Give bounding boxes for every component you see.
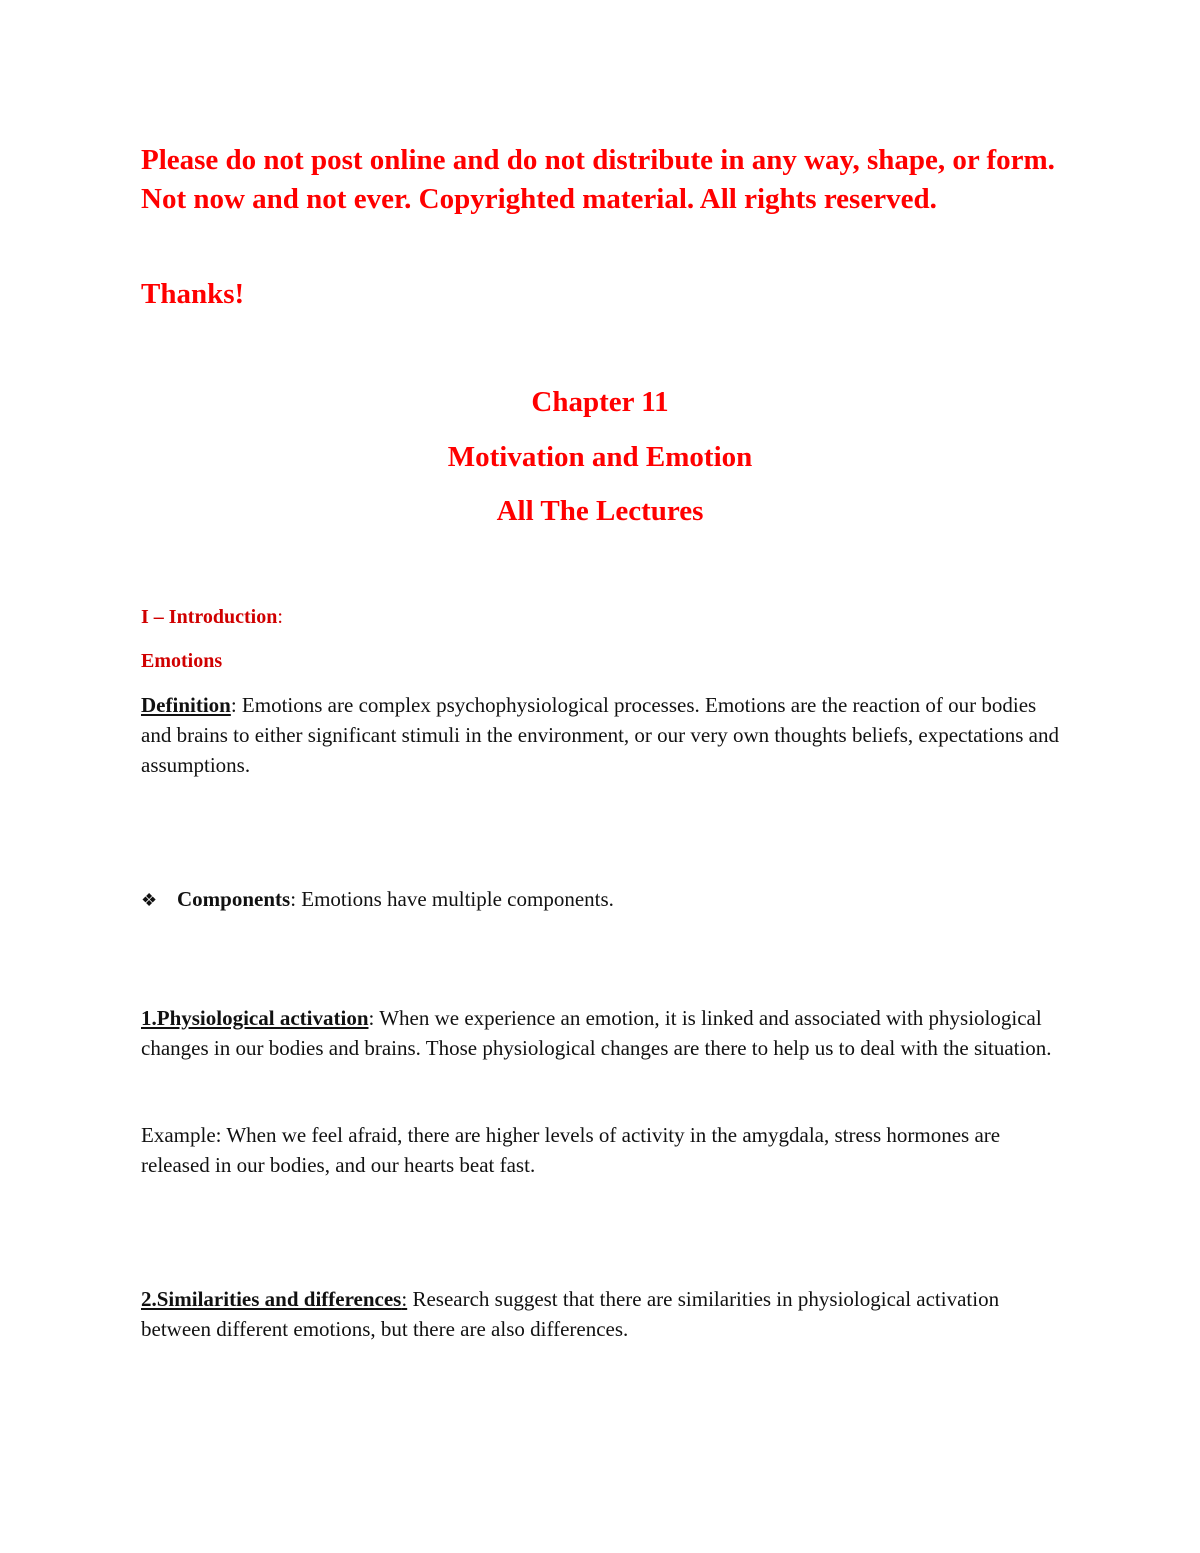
- section-heading-label: I – Introduction: [141, 606, 278, 628]
- components-text: : Emotions have multiple components.: [290, 887, 614, 911]
- item1-text: : When we experience an emotion, it is linked and associated with physiological changes in our bodies and brains. Those physiological changes are there to help us to deal with the situation.: [141, 1006, 1052, 1060]
- item1-term: 1.Physiological activation: [141, 1006, 369, 1030]
- section-subheading: Emotions: [141, 650, 223, 672]
- chapter-title: Chapter 11: [531, 386, 669, 418]
- item2-paragraph: [141, 1284, 1061, 1344]
- definition-term: Definition: [141, 693, 231, 717]
- item2-text: Research suggest that there are similarities in physiological activation between different emotions, but there are also differences.: [141, 1287, 1000, 1341]
- section-heading: [141, 603, 283, 631]
- item2-term-colon: :: [401, 1287, 408, 1311]
- components-bullet: [141, 884, 614, 915]
- chapter-subject: Motivation and Emotion: [447, 441, 753, 473]
- copyright-notice: Please do not post online and do not distribute in any way, shape, or form. Not now and not ever. Copyrighted material. All rights reserved.: [141, 144, 1055, 215]
- components-term: Components: [177, 887, 291, 911]
- item1-paragraph: [141, 1003, 1061, 1063]
- chapter-subtitle: All The Lectures: [496, 495, 704, 527]
- definition-text: : Emotions are complex psychophysiological processes. Emotions are the reaction of our bodies and brains to either significant stimuli in the environment, or our very own thoughts beliefs, expectations and assumptions.: [141, 693, 1059, 777]
- thanks-text: Thanks!: [141, 278, 245, 310]
- item2-term: 2.Similarities and differences: [141, 1287, 402, 1311]
- definition-paragraph: [141, 690, 1061, 780]
- item1-example: Example: When we feel afraid, there are higher levels of activity in the amygdala, stress hormones are released in our bodies, and our hearts beat fast.: [141, 1123, 1001, 1177]
- section-heading-colon: :: [277, 606, 283, 628]
- diamond-bullet-icon: ❖: [141, 890, 158, 910]
